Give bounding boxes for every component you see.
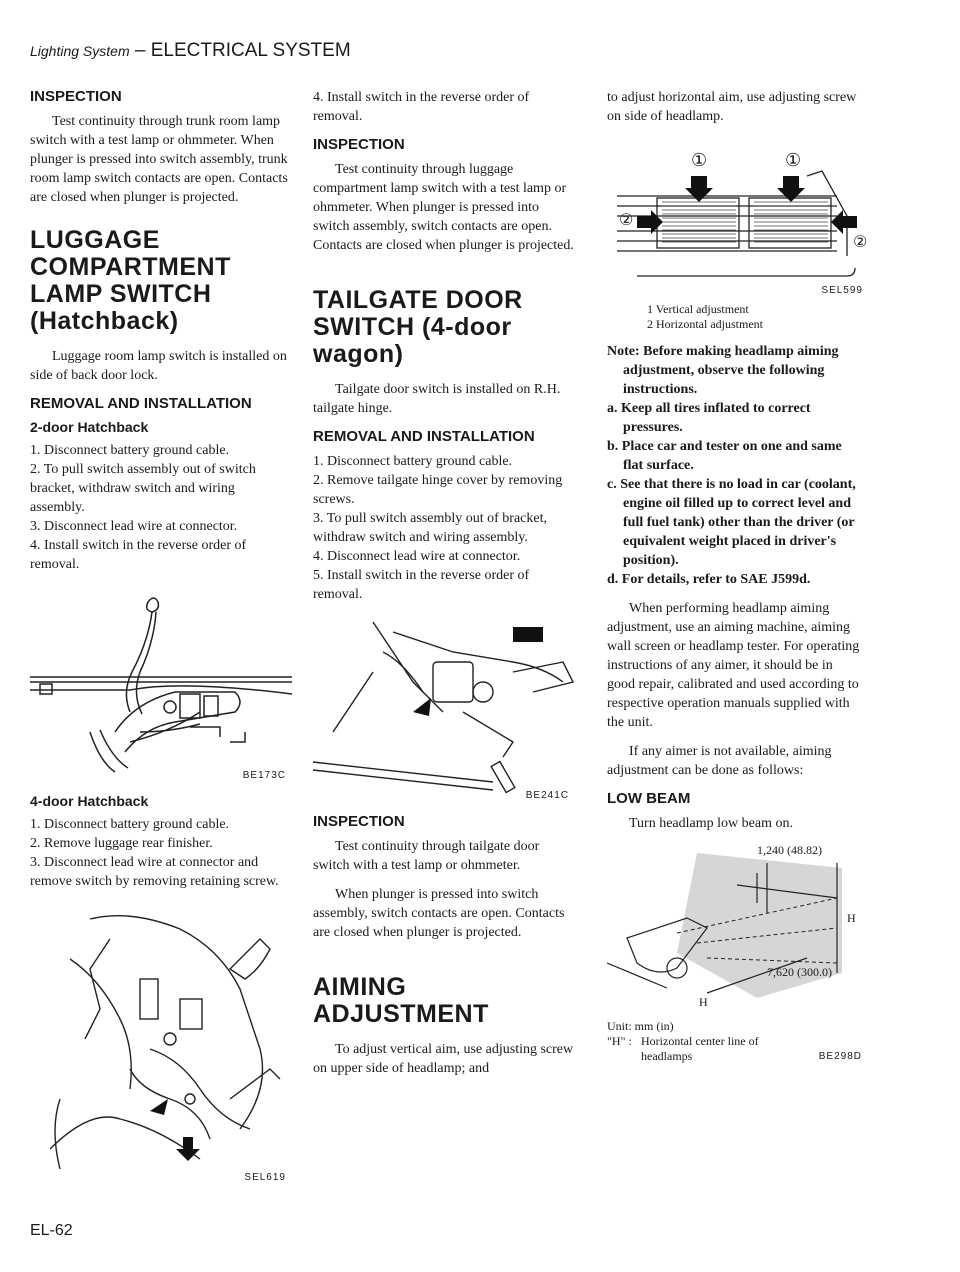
headlamp-illustration [607,136,869,296]
note-a: a. Keep all tires inflated to correct pressures. [607,401,811,435]
note-block [607,342,862,589]
figure-luggage-switch [30,899,292,1189]
heading-inspection-3: INSPECTION [313,813,405,830]
label-h-bottom: H [699,995,708,1009]
marker-vertical-right: ① [785,150,802,170]
marker-vertical-left: ① [691,150,708,170]
step-4door-2: 2. Remove luggage rear finisher. [30,836,213,851]
paragraph-no-aimer: If any aimer is not available, aiming adjustment can be done as follows: [607,744,832,778]
paragraph-luggage: Luggage room lamp switch is installed on side of back door lock. [30,349,287,383]
heading-luggage-switch: LUGGAGE COMPARTMENT LAMP SWITCH (Hatchback) [30,226,231,335]
low-beam-illustration [607,843,869,1013]
figure-code: BE173C [242,770,286,781]
figure-code: SEL619 [244,1172,286,1183]
step-tailgate-4: 4. Disconnect lead wire at connector. [313,549,521,564]
step-tailgate-2: 2. Remove tailgate hinge cover by removing screws. [313,473,563,507]
h-definition: Horizontal center line of headlamps [641,1034,759,1063]
step-tailgate-1: 1. Disconnect battery ground cable. [313,454,513,469]
luggage-switch-illustration [30,899,292,1189]
column-2 [313,88,578,1088]
paragraph-performing: When performing headlamp aiming adjustment, use an aiming machine, aiming wall screen or headlamp tester. For operating instructions of any aimer, it should be in good repair, calibrated and used according to respective operation manuals supplied with the unit. [607,601,860,730]
step-tailgate-5: 5. Install switch in the reverse order of removal. [313,568,530,602]
figure-headlamp-adjust [607,136,869,296]
step-2door-2: 2. To pull switch assembly out of switch bracket, withdraw switch and wiring assembly. [30,462,256,515]
paragraph-horizontal: to adjust horizontal aim, use adjusting screw on side of headlamp. [607,90,857,124]
header-title: ELECTRICAL SYSTEM [150,40,351,61]
paragraph-step4: 4. Install switch in the reverse order of removal. [313,90,530,124]
page-number: EL-62 [30,1222,73,1239]
heading-2door: 2-door Hatchback [30,419,149,435]
heading-aiming: AIMING ADJUSTMENT [313,973,489,1028]
step-4door-1: 1. Disconnect battery ground cable. [30,817,230,832]
heading-removal-2: REMOVAL AND INSTALLATION [313,428,535,445]
step-2door-1: 1. Disconnect battery ground cable. [30,443,230,458]
figure-code: BE298D [818,1051,862,1062]
heading-4door: 4-door Hatchback [30,793,149,809]
figure-tailgate-switch [313,612,575,807]
tailgate-switch-illustration [313,612,575,807]
dimension-distance: 7,620 (300.0) [767,965,832,979]
trunk-switch-illustration [30,582,292,787]
marker-horizontal-left: ② [619,212,634,229]
heading-removal: REMOVAL AND INSTALLATION [30,395,252,412]
paragraph-inspection-2: Test continuity through luggage compartment lamp switch with a test lamp or ohmmeter. When plunger is pressed into switch assembly, switch contacts are open. Contacts are closed when plunger is projected. [313,162,574,253]
unit-line: Unit: mm (in) [607,1019,674,1033]
page-header [30,40,351,62]
h-definition-key: "H" : [607,1034,632,1048]
figure-low-beam [607,843,869,1013]
paragraph-inspection-3a: Test continuity through tailgate door switch with a test lamp or ohmmeter. [313,839,540,873]
note-intro: Note: Before making headlamp aiming adjustment, observe the following instructions. [607,344,839,397]
note-d: d. For details, refer to SAE J599d. [607,572,811,587]
heading-inspection-2: INSPECTION [313,136,405,153]
figure-legend [647,302,862,332]
legend-item-1: 1 Vertical adjustment [647,302,749,316]
column-1 [30,88,292,1195]
step-tailgate-3: 3. To pull switch assembly out of bracket, withdraw switch and wiring assembly. [313,511,548,545]
header-section: Lighting System [30,43,130,59]
step-4door-3: 3. Disconnect lead wire at connector and remove switch by removing retaining screw. [30,855,279,889]
paragraph-aiming: To adjust vertical aim, use adjusting screw on upper side of headlamp; and [313,1042,574,1076]
note-c: c. See that there is no load in car (coolant, engine oil filled up to correct level and full fuel tank) other than the driver (or equivalent weight placed in driver's position). [607,477,856,568]
figure-code: BE241C [525,790,569,801]
heading-inspection: INSPECTION [30,88,122,105]
step-2door-4: 4. Install switch in the reverse order of removal. [30,538,247,572]
step-2door-3: 3. Disconnect lead wire at connector. [30,519,238,534]
unit-note [607,1019,862,1064]
paragraph-low-beam: Turn headlamp low beam on. [629,816,793,831]
label-h-right: H [847,911,856,925]
paragraph-inspection: Test continuity through trunk room lamp switch with a test lamp or ohmmeter. When plunger is pressed into switch assembly, trunk room lamp switch contacts are open. Contacts are closed when plunger is projected. [30,114,288,205]
dimension-width: 1,240 (48.82) [757,843,822,857]
heading-low-beam: LOW BEAM [607,790,691,807]
figure-trunk-switch [30,582,292,787]
paragraph-inspection-3b: When plunger is pressed into switch assembly, switch contacts are open. Contacts are closed when plunger is projected. [313,887,565,940]
header-dash: – [134,40,146,61]
paragraph-tailgate: Tailgate door switch is installed on R.H. tailgate hinge. [313,382,561,416]
legend-item-2: 2 Horizontal adjustment [647,317,763,331]
note-b: b. Place car and tester on one and same flat surface. [607,439,842,473]
marker-horizontal-right: ② [853,234,868,251]
figure-code: SEL599 [821,285,863,296]
column-3 [607,88,868,1064]
heading-tailgate-switch: TAILGATE DOOR SWITCH (4-door wagon) [313,286,523,368]
